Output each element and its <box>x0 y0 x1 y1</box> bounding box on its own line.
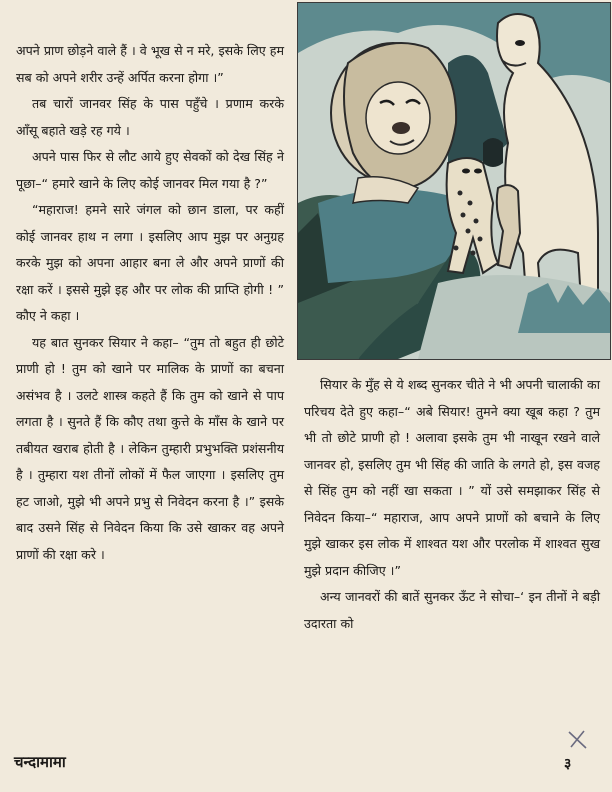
page-number: ३ <box>564 756 572 772</box>
paragraph: अपने प्राण छोड़ने वाले हैं । वे भूख से न मरे, इसके लिए हम सब को अपने शरीर उन्हें अर्पित करना होगा ।” <box>16 43 284 85</box>
paragraph: अन्य जानवरों की बातें सुनकर ऊँट ने सोचा–‘ इन तीनों ने बड़ी उदारता को <box>304 589 600 631</box>
left-text-column <box>16 38 284 568</box>
paragraph: तब चारों जानवर सिंह के पास पहुँचे । प्रणाम करके आँसू बहाते खड़े रह गये । <box>16 96 284 138</box>
pen-mark-icon <box>566 728 590 752</box>
story-illustration <box>297 2 611 360</box>
paragraph: अपने पास फिर से लौट आये हुए सेवकों को देख सिंह ने पूछा–“ हमारे खाने के लिए कोई जानवर मिल गया है ?” <box>16 149 284 191</box>
paragraph: “महाराज! हमने सारे जंगल को छान डाला, पर कहीं कोई जानवर हाथ न लगा । इसलिए आप मुझ पर अनुग्रह करके मुझ को अपना आहार बना ले और अपने प्राणों की रक्षा करें । इससे मुझे इह और पर लोक की प्राप्ति होगी ! ” कौए ने कहा । <box>16 202 284 323</box>
paragraph: यह बात सुनकर सियार ने कहा– “तुम तो बहुत ही छोटे प्राणी हो ! तुम को खाने पर मालिक के प्राणों का बचना असंभव है । उलटे शास्त्र कहते हैं कि तुम को खाने से पाप लगता है । सुनते हैं कि कौए तथा कुत्ते के माँस के खाने पर तबीयत खराब होती है । लेकिन तुम्हारी प्रभुभक्ति प्रशंसनीय है । तुम्हारा यश तीनों लोकों में फैल जाएगा । इसलिए तुम हट जाओ, मुझे भी अपने प्रभु से निवेदन करना है ।” इसके बाद उसने सिंह से निवेदन किया कि उसे खाकर वह अपने प्राणों की रक्षा करे । <box>16 334 284 562</box>
magazine-title: चन्दामामा <box>14 753 66 771</box>
illustration-svg <box>298 3 610 359</box>
paragraph: सियार के मुँह से ये शब्द सुनकर चीते ने भी अपनी चालाकी का परिचय देते हुए कहा–“ अबे सियार! तुमने क्या खूब कहा ? तुम भी तो छोटे प्राणी हो ! अलावा इसके तुम भी नाखून रखने वाले जानवर हो, इसलिए तुम भी सिंह की जाति के लगते हो, इस वजह से सिंह तुम को नहीं खा सकता । ” यों उसे समझाकर सिंह से निवेदन किया–“ महाराज, आप अपने प्राणों को बचाने के लिए मुझे खाकर इस लोक में शाश्वत यश और परलोक में शाश्वत सुख मुझे प्रदान कीजिए ।” <box>304 377 600 578</box>
right-text-column <box>304 372 600 637</box>
